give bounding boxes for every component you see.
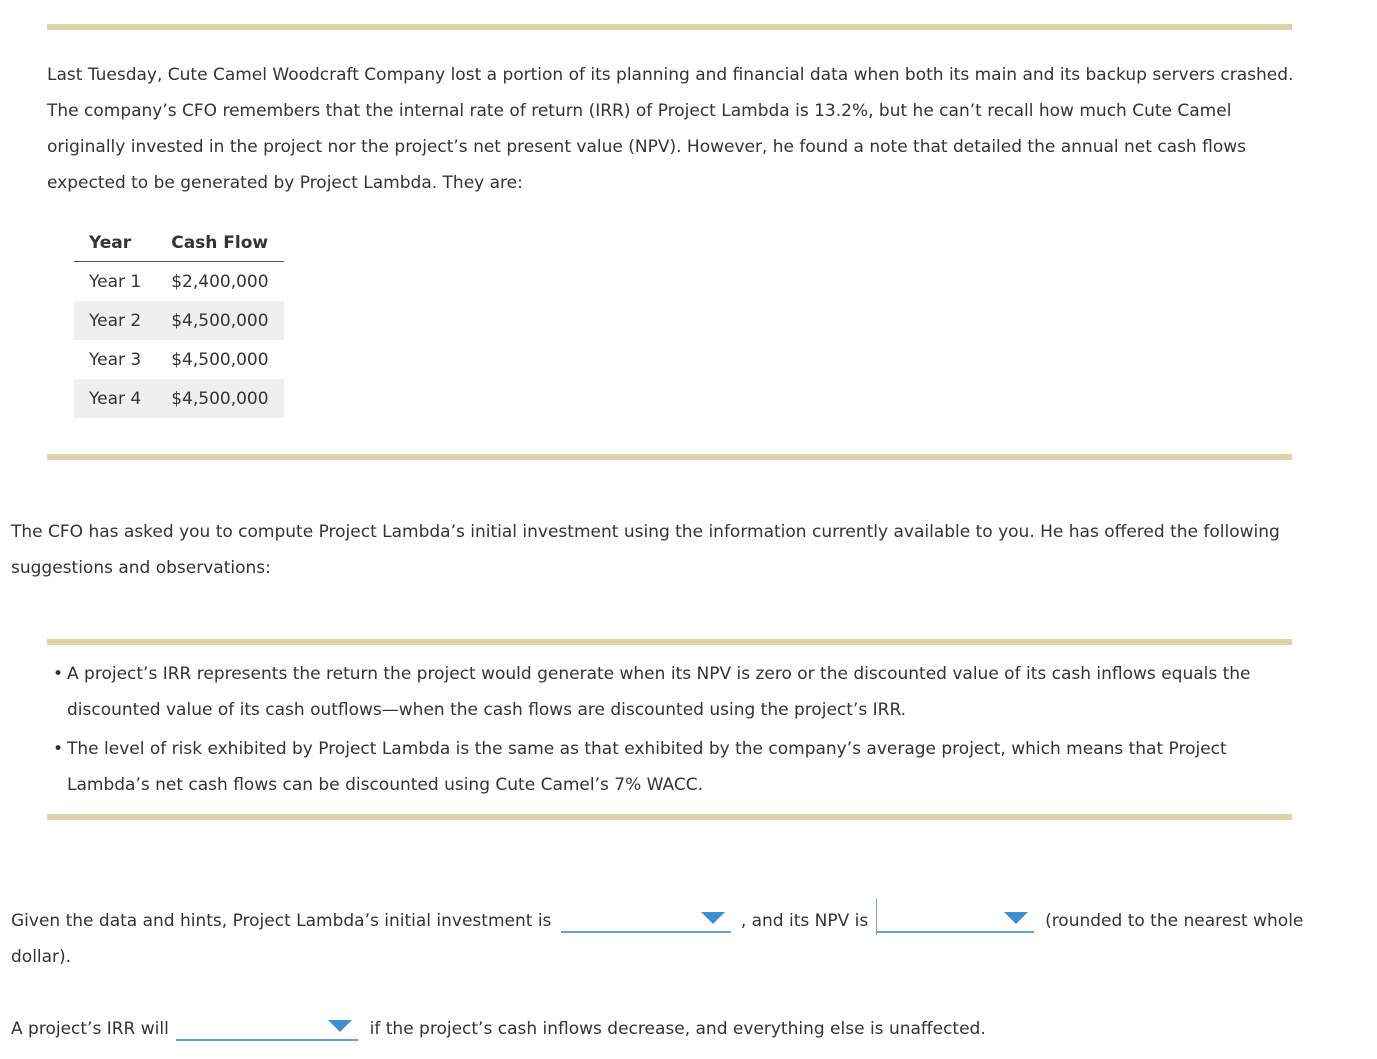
question-1-line-2 [11,939,71,975]
question-1-text-a: Given the data and hints, Project Lambda’s initial investment is [11,911,552,931]
table-header-row [74,225,284,262]
year-cell: Year 3 [89,349,142,370]
text-cursor [876,899,877,935]
irr-change-dropdown[interactable] [176,1013,358,1041]
year-cell: Year 4 [74,379,156,418]
list-item [53,731,1312,803]
table-row [74,301,284,340]
table-row [74,340,284,379]
table-bottom-divider [47,454,1292,460]
cash-flow-cell: $4,500,000 [156,379,283,418]
question-2-line [11,1011,986,1047]
year-cell: Year 2 [74,301,156,340]
question-1-text-d: dollar). [11,947,72,967]
bullet-icon: • [53,664,64,684]
cfo-paragraph: The CFO has asked you to compute Project Lambda’s initial investment using the information currently available to you. He has offered the following suggestions and observations: [11,522,1280,578]
hint-text: The level of risk exhibited by Project Lambda is the same as that exhibited by the company’s average project, which means that Project Lambda’s net cash flows can be discounted using Cute Camel’s 7% WACC. [67,739,1227,795]
question-2-text-b: if the project’s cash inflows decrease, and everything else is unaffected. [369,1019,986,1039]
header-cash-flow: Cash Flow [156,225,283,262]
npv-dropdown[interactable] [876,905,1034,933]
hints-list [47,656,1312,806]
bullet-icon: • [53,739,64,759]
top-divider [47,24,1292,30]
hint-text: A project’s IRR represents the return the project would generate when its NPV is zero or the discounted value of its cash inflows equals the discounted value of its cash outflows—when the cash flows are discounted using the project’s IRR. [67,664,1251,720]
list-item [53,656,1312,728]
cash-flow-cell: $4,500,000 [156,301,283,340]
question-1-text-c: (rounded to the nearest whole [1045,911,1304,931]
table-row [74,262,284,302]
question-2-text-a: A project’s IRR will [11,1019,169,1039]
hints-top-divider [47,639,1292,645]
triangle-down-icon [701,912,725,924]
intro-paragraph: Last Tuesday, Cute Camel Woodcraft Company lost a portion of its planning and financial data when both its main and its backup servers crashed. The company’s CFO remembers that the internal rate of return (IRR) of Project Lambda is 13.2%, but he can’t recall how much Cute Camel originally invested in the project nor the project’s net present value (NPV). However, he found a note that detailed the annual net cash flows expected to be generated by Project Lambda. They are: [47,65,1294,193]
header-year: Year [74,225,156,262]
year-cell: Year 1 [89,271,142,292]
triangle-down-icon [1004,912,1028,924]
triangle-down-icon [328,1020,352,1032]
cash-flow-cell: $2,400,000 [171,271,269,292]
initial-investment-dropdown[interactable] [561,905,731,933]
hints-bottom-divider [47,814,1292,820]
cash-flow-cell: $4,500,000 [171,349,269,370]
cash-flow-table [74,225,284,418]
table-row [74,379,284,418]
question-1-line-1 [11,903,1303,939]
question-1-text-b: , and its NPV is [740,911,869,931]
